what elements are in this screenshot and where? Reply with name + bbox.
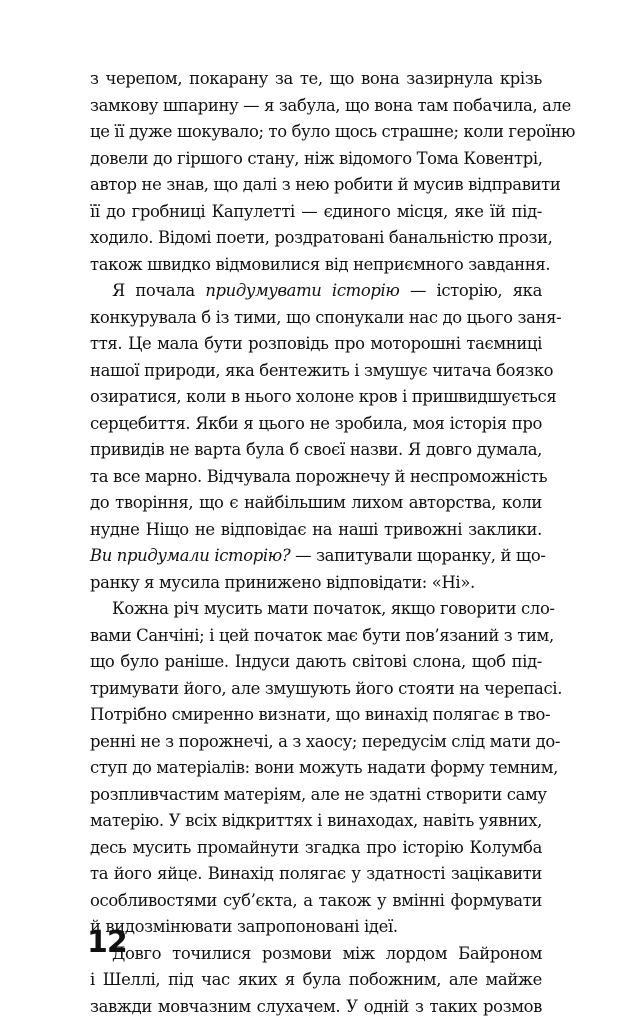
- text-line: ступ до матеріалів: вони можуть надати форму темним,: [90, 755, 542, 782]
- text-line: розпливчастим матеріям, але не здатні створити саму: [90, 782, 542, 809]
- text-line: ходило. Відомі поети, роздратовані банальністю прози,: [90, 225, 542, 252]
- text-line: десь мусить промайнути згадка про історію Колумба: [90, 835, 542, 862]
- text-line: конкурувала б із тими, що спонукали нас до цього заня-: [90, 305, 542, 332]
- text-line: та його яйце. Винахід полягає у здатності зацікавити: [90, 861, 542, 888]
- text-line: озиратися, коли в нього холоне кров і пришвидшується: [90, 384, 542, 411]
- text-line: також швидко відмовилися від неприємного завдання.: [90, 252, 542, 279]
- text-fragment: — запитували щоранку, й що-: [290, 546, 545, 565]
- text-line: її до гробниці Капулетті — єдиного місця, яке їй під-: [90, 199, 542, 226]
- text-line-with-italic: [90, 543, 542, 570]
- italic-phrase: придумувати історію: [205, 281, 399, 300]
- text-line: і Шеллі, під час яких я була побожним, але майже: [90, 967, 542, 994]
- text-line: матерію. У всіх відкриттях і винаходах, навіть уявних,: [90, 808, 542, 835]
- text-line: замкову шпарину — я забула, що вона там побачила, але: [90, 93, 542, 120]
- text-line: ренні не з порожнечі, а з хаосу; передусім слід мати до-: [90, 729, 542, 756]
- text-line: привидів не варта була б своєї назви. Я довго думала,: [90, 437, 542, 464]
- text-line: серцебиття. Якби я цього не зробила, моя історія про: [90, 411, 542, 438]
- text-line: автор не знав, що далі з нею робити й мусив відправити: [90, 172, 542, 199]
- text-line: тримувати його, але змушують його стояти на черепасі.: [90, 676, 542, 703]
- text-fragment: Я почала: [112, 281, 205, 300]
- text-line: Кожна річ мусить мати початок, якщо говорити сло-: [90, 596, 542, 623]
- text-line: що було раніше. Індуси дають світові слона, щоб під-: [90, 649, 542, 676]
- text-line: нашої природи, яка бентежить і змушує читача боязко: [90, 358, 542, 385]
- page-number: 12: [87, 926, 127, 960]
- text-line: до творіння, що є найбільшим лихом авторства, коли: [90, 490, 542, 517]
- text-line: з черепом, покарану за те, що вона зазирнула крізь: [90, 66, 542, 93]
- text-line: ранку я мусила принижено відповідати: «Ні».: [90, 570, 542, 597]
- text-line: вами Санчіні; і цей початок має бути пов’язаний з тим,: [90, 623, 542, 650]
- text-line: ття. Це мала бути розповідь про моторошні таємниці: [90, 331, 542, 358]
- text-line: довели до гіршого стану, ніж відомого Тома Ковентрі,: [90, 146, 542, 173]
- text-line: та все марно. Відчувала порожнечу й неспроможність: [90, 464, 542, 491]
- text-line-with-italic: [90, 278, 542, 305]
- text-fragment: — історію, яка: [399, 281, 542, 300]
- italic-phrase: Ви придумали історію?: [90, 546, 290, 565]
- text-line: й видозмінювати запропоновані ідеї.: [90, 914, 542, 941]
- text-line: це її дуже шокувало; то було щось страшне; коли героїню: [90, 119, 542, 146]
- text-line: Довго точилися розмови між лордом Байроном: [90, 941, 542, 968]
- text-line: Потрібно смиренно визнати, що винахід полягає в тво-: [90, 702, 542, 729]
- page-body-text: [90, 66, 542, 1020]
- text-line: нудне Ніщо не відповідає на наші тривожні заклики.: [90, 517, 542, 544]
- text-line: особливостями суб’єкта, а також у вмінні формувати: [90, 888, 542, 915]
- text-line: завжди мовчазним слухачем. У одній з таких розмов: [90, 994, 542, 1020]
